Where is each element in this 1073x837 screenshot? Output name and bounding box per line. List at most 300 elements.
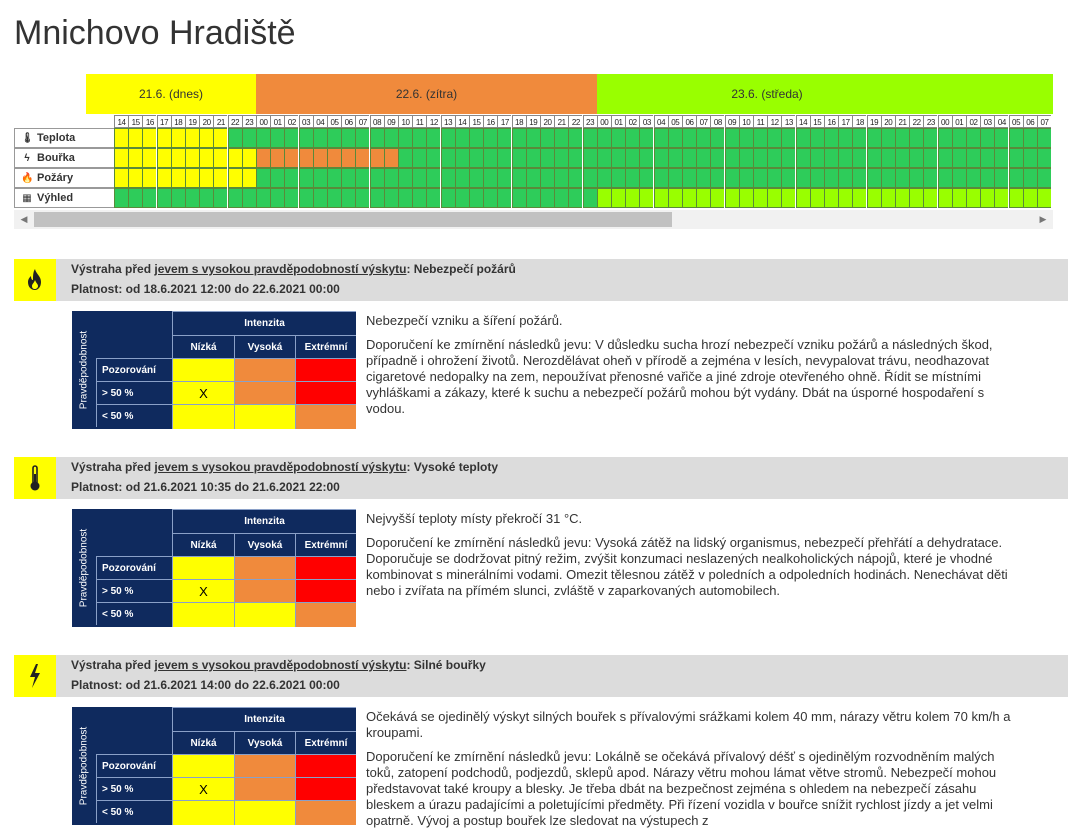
timeline-cell[interactable]: [980, 188, 994, 208]
timeline-cell[interactable]: [412, 148, 426, 168]
timeline-cell[interactable]: [597, 128, 611, 148]
timeline-cell[interactable]: [327, 168, 341, 188]
timeline-cell[interactable]: [426, 168, 440, 188]
timeline-cell[interactable]: [526, 128, 540, 148]
hour-label: 04: [313, 115, 327, 128]
timeline-cell[interactable]: [767, 168, 781, 188]
timeline-cell[interactable]: [1023, 188, 1037, 208]
timeline-cell[interactable]: [199, 148, 213, 168]
timeline-cell[interactable]: [867, 148, 881, 168]
timeline-cell[interactable]: [341, 188, 355, 208]
timeline-cell[interactable]: [568, 148, 582, 168]
day-header-tomorrow[interactable]: 22.6. (zítra): [256, 74, 597, 114]
timeline-cell[interactable]: [753, 188, 767, 208]
timeline-cell[interactable]: [370, 148, 384, 168]
timeline-cell[interactable]: [753, 168, 767, 188]
timeline-cell[interactable]: [682, 128, 696, 148]
timeline-cell[interactable]: [810, 128, 824, 148]
timeline-cell[interactable]: [540, 148, 554, 168]
timeline-cell[interactable]: [980, 148, 994, 168]
timeline-cell[interactable]: [270, 188, 284, 208]
timeline-cell[interactable]: [256, 188, 270, 208]
timeline-cell[interactable]: [994, 148, 1008, 168]
row-label[interactable]: [14, 128, 114, 148]
hour-label: 21: [213, 115, 227, 128]
timeline-cell[interactable]: [455, 128, 469, 148]
timeline-cell[interactable]: [909, 148, 923, 168]
timeline-cell[interactable]: [867, 128, 881, 148]
timeline-cell[interactable]: [370, 168, 384, 188]
timeline-cell[interactable]: [881, 148, 895, 168]
timeline-cell[interactable]: [952, 128, 966, 148]
timeline-cell[interactable]: [923, 148, 937, 168]
timeline-cell[interactable]: [1009, 188, 1023, 208]
timeline-cell[interactable]: [639, 148, 653, 168]
timeline-cell[interactable]: [781, 188, 795, 208]
timeline-cell[interactable]: [554, 148, 568, 168]
timeline-cell[interactable]: [867, 188, 881, 208]
warning-type-link[interactable]: jevem s vysokou pravděpodobností výskytu: [154, 460, 407, 474]
timeline-cell[interactable]: [611, 148, 625, 168]
timeline-cell[interactable]: [469, 128, 483, 148]
timeline-cell[interactable]: [824, 168, 838, 188]
timeline-cell[interactable]: [739, 188, 753, 208]
timeline-cell[interactable]: [426, 128, 440, 148]
timeline-cell[interactable]: [284, 128, 298, 148]
timeline-cell[interactable]: [526, 148, 540, 168]
timeline-cell[interactable]: [157, 168, 171, 188]
timeline-cell[interactable]: [313, 128, 327, 148]
timeline-cell[interactable]: [568, 188, 582, 208]
timeline-cell[interactable]: [313, 188, 327, 208]
timeline-cell[interactable]: [966, 168, 980, 188]
matrix-cell: [295, 800, 356, 825]
timeline-cell[interactable]: [838, 188, 852, 208]
timeline-cell[interactable]: [128, 128, 142, 148]
timeline-cell[interactable]: [1037, 168, 1051, 188]
timeline-cell[interactable]: [497, 168, 511, 188]
timeline-cell[interactable]: [412, 188, 426, 208]
timeline-cell[interactable]: [1009, 128, 1023, 148]
timeline-cell[interactable]: [952, 168, 966, 188]
timeline-cell[interactable]: [994, 188, 1008, 208]
timeline-cell[interactable]: [497, 148, 511, 168]
timeline-cell[interactable]: [966, 148, 980, 168]
hour-label: 01: [952, 115, 966, 128]
hour-label: 23: [583, 115, 597, 128]
timeline-cell[interactable]: [114, 148, 128, 168]
timeline-cell[interactable]: [625, 168, 639, 188]
timeline-cell[interactable]: [341, 148, 355, 168]
timeline-cell[interactable]: [568, 128, 582, 148]
timeline-cell[interactable]: [242, 188, 256, 208]
timeline-cell[interactable]: [512, 188, 526, 208]
timeline-cell[interactable]: [725, 128, 739, 148]
timeline-cell[interactable]: [426, 148, 440, 168]
timeline-cell[interactable]: [213, 128, 227, 148]
timeline-cell[interactable]: [483, 168, 497, 188]
timeline-cell[interactable]: [313, 168, 327, 188]
timeline-cell[interactable]: [980, 168, 994, 188]
row-label[interactable]: [14, 188, 114, 208]
matrix-cell: [295, 754, 356, 777]
timeline-cell[interactable]: [696, 148, 710, 168]
timeline-cell[interactable]: [327, 188, 341, 208]
timeline-cell[interactable]: [838, 128, 852, 148]
timeline-cell[interactable]: [355, 188, 369, 208]
timeline-cell[interactable]: [597, 188, 611, 208]
timeline-cell[interactable]: [157, 148, 171, 168]
timeline-cell[interactable]: [398, 188, 412, 208]
timeline-cell[interactable]: [796, 188, 810, 208]
timeline-cell[interactable]: [142, 188, 156, 208]
timeline-cell[interactable]: [838, 168, 852, 188]
timeline-cell[interactable]: [441, 188, 455, 208]
timeline-cell[interactable]: [824, 128, 838, 148]
timeline-cell[interactable]: [611, 128, 625, 148]
timeline-cell[interactable]: [412, 168, 426, 188]
timeline-cell[interactable]: [909, 188, 923, 208]
timeline-cell[interactable]: [284, 188, 298, 208]
timeline-cell[interactable]: [242, 128, 256, 148]
timeline-cell[interactable]: [341, 128, 355, 148]
timeline-cell[interactable]: [157, 188, 171, 208]
timeline-cell[interactable]: [753, 148, 767, 168]
timeline-cell[interactable]: [668, 168, 682, 188]
timeline-cell[interactable]: [909, 128, 923, 148]
timeline-cell[interactable]: [270, 128, 284, 148]
timeline-cell[interactable]: [455, 168, 469, 188]
timeline-cell[interactable]: [824, 148, 838, 168]
timeline-cell[interactable]: [142, 128, 156, 148]
timeline-cell[interactable]: [895, 168, 909, 188]
timeline-cell[interactable]: [597, 148, 611, 168]
timeline-cell[interactable]: [654, 148, 668, 168]
timeline-cell[interactable]: [1009, 168, 1023, 188]
timeline-cell[interactable]: [952, 188, 966, 208]
timeline-cell[interactable]: [398, 128, 412, 148]
timeline-cell[interactable]: [938, 148, 952, 168]
hour-label: 03: [980, 115, 994, 128]
timeline-cell[interactable]: [668, 148, 682, 168]
timeline-cell[interactable]: [938, 168, 952, 188]
timeline-cell[interactable]: [256, 168, 270, 188]
timeline-cell[interactable]: [1037, 148, 1051, 168]
timeline-cell[interactable]: [512, 148, 526, 168]
scroll-right-icon[interactable]: ▶: [1039, 214, 1047, 224]
timeline-cell[interactable]: [923, 188, 937, 208]
timeline-cell[interactable]: [185, 128, 199, 148]
timeline-cell[interactable]: [895, 188, 909, 208]
timeline-cell[interactable]: [952, 148, 966, 168]
timeline-cell[interactable]: [441, 148, 455, 168]
timeline-cell[interactable]: [867, 168, 881, 188]
timeline-cell[interactable]: [171, 148, 185, 168]
timeline-cell[interactable]: [512, 168, 526, 188]
timeline-cell[interactable]: [370, 128, 384, 148]
timeline-cell[interactable]: [199, 128, 213, 148]
timeline-cell[interactable]: [228, 148, 242, 168]
matrix-cell: [172, 556, 234, 579]
timeline-cell[interactable]: [412, 128, 426, 148]
timeline-cell[interactable]: [199, 188, 213, 208]
timeline-cell[interactable]: [483, 188, 497, 208]
timeline-cell[interactable]: [185, 188, 199, 208]
timeline-cell[interactable]: [455, 188, 469, 208]
timeline-cell[interactable]: [696, 168, 710, 188]
timeline-cell[interactable]: [639, 128, 653, 148]
timeline-cell[interactable]: [426, 188, 440, 208]
timeline-cell[interactable]: [611, 188, 625, 208]
timeline-cell[interactable]: [256, 148, 270, 168]
timeline-cell[interactable]: [384, 148, 398, 168]
timeline-cell[interactable]: [810, 188, 824, 208]
timeline-cell[interactable]: [341, 168, 355, 188]
probability-label: Pravděpodobnost: [78, 726, 90, 806]
timeline-cell[interactable]: [242, 148, 256, 168]
timeline-cell[interactable]: [441, 168, 455, 188]
timeline-cell[interactable]: [299, 168, 313, 188]
timeline-cell[interactable]: [142, 148, 156, 168]
timeline-cell[interactable]: [199, 168, 213, 188]
timeline-cell[interactable]: [753, 128, 767, 148]
timeline-cell[interactable]: [1023, 168, 1037, 188]
timeline-cell[interactable]: [639, 168, 653, 188]
timeline-cell[interactable]: [512, 128, 526, 148]
matrix-cell: [295, 777, 356, 800]
timeline-cell[interactable]: [299, 128, 313, 148]
timeline-cell[interactable]: [923, 128, 937, 148]
timeline-scrollbar[interactable]: [14, 210, 1053, 229]
timeline-cell[interactable]: [469, 188, 483, 208]
timeline-cell[interactable]: [739, 128, 753, 148]
timeline-cell[interactable]: [299, 148, 313, 168]
timeline-cell[interactable]: [668, 188, 682, 208]
timeline-cell[interactable]: [739, 168, 753, 188]
timeline-cell[interactable]: [881, 128, 895, 148]
timeline-cell[interactable]: [583, 188, 597, 208]
timeline-cell[interactable]: [710, 128, 724, 148]
timeline-cell[interactable]: [696, 188, 710, 208]
matrix-cell: [172, 381, 234, 404]
timeline-cell[interactable]: [682, 148, 696, 168]
timeline-cell[interactable]: [852, 148, 866, 168]
timeline-cell[interactable]: [739, 148, 753, 168]
lightning-icon: ϟ: [24, 153, 30, 164]
timeline-cell[interactable]: [213, 148, 227, 168]
timeline-cell[interactable]: [284, 148, 298, 168]
row-label[interactable]: [14, 148, 114, 168]
row-label[interactable]: [14, 168, 114, 188]
timeline-cell[interactable]: [114, 128, 128, 148]
timeline-cell[interactable]: [441, 128, 455, 148]
timeline-cell[interactable]: [228, 128, 242, 148]
timeline-cell[interactable]: [895, 128, 909, 148]
hour-label: 21: [895, 115, 909, 128]
timeline-cell[interactable]: [583, 168, 597, 188]
timeline-cell[interactable]: [114, 188, 128, 208]
timeline-cell[interactable]: [781, 148, 795, 168]
timeline-cell[interactable]: [781, 168, 795, 188]
timeline-cell[interactable]: [540, 168, 554, 188]
timeline-cell[interactable]: [327, 148, 341, 168]
timeline-cell[interactable]: [611, 168, 625, 188]
day-header-wednesday[interactable]: 23.6. (středa): [597, 74, 937, 114]
day-header-today[interactable]: 21.6. (dnes): [86, 74, 256, 114]
timeline-cell[interactable]: [142, 168, 156, 188]
timeline-cell[interactable]: [270, 148, 284, 168]
timeline-cell[interactable]: [384, 168, 398, 188]
timeline-cell[interactable]: [299, 188, 313, 208]
timeline-cell[interactable]: [384, 188, 398, 208]
timeline-cell[interactable]: [497, 188, 511, 208]
timeline-cell[interactable]: [625, 148, 639, 168]
timeline-cell[interactable]: [980, 128, 994, 148]
timeline-cell[interactable]: [483, 148, 497, 168]
timeline-cell[interactable]: [554, 168, 568, 188]
timeline-cell[interactable]: [469, 168, 483, 188]
scroll-thumb[interactable]: [34, 212, 672, 227]
warning-type-link[interactable]: jevem s vysokou pravděpodobností výskytu: [154, 262, 407, 276]
timeline-cell[interactable]: [1009, 148, 1023, 168]
timeline-cell[interactable]: [909, 168, 923, 188]
timeline-cell[interactable]: [284, 168, 298, 188]
timeline-cell[interactable]: [114, 168, 128, 188]
hour-label: 05: [327, 115, 341, 128]
timeline-cell[interactable]: [725, 188, 739, 208]
timeline-cell[interactable]: [583, 128, 597, 148]
timeline-cell[interactable]: [469, 148, 483, 168]
timeline-cell[interactable]: [654, 188, 668, 208]
timeline-cell[interactable]: [228, 168, 242, 188]
timeline-cell[interactable]: [270, 168, 284, 188]
timeline-cell[interactable]: [568, 168, 582, 188]
timeline-cell[interactable]: [1023, 128, 1037, 148]
timeline-cell[interactable]: [810, 168, 824, 188]
timeline-cell[interactable]: [725, 168, 739, 188]
timeline-cell[interactable]: [881, 188, 895, 208]
timeline-cell[interactable]: [938, 128, 952, 148]
warning-type-link[interactable]: jevem s vysokou pravděpodobností výskytu: [154, 658, 407, 672]
timeline-cell[interactable]: [1037, 188, 1051, 208]
timeline-cell[interactable]: [398, 168, 412, 188]
timeline-cell[interactable]: [355, 148, 369, 168]
timeline-cell[interactable]: [483, 128, 497, 148]
timeline-cell[interactable]: [185, 148, 199, 168]
timeline-cell[interactable]: [852, 128, 866, 148]
timeline-cell[interactable]: [128, 148, 142, 168]
timeline-cell[interactable]: [994, 128, 1008, 148]
timeline-cell[interactable]: [966, 128, 980, 148]
timeline-cell[interactable]: [128, 188, 142, 208]
timeline-cell[interactable]: [157, 128, 171, 148]
hour-label: 15: [810, 115, 824, 128]
timeline-cell[interactable]: [838, 148, 852, 168]
scroll-left-icon[interactable]: ◀: [20, 214, 28, 224]
timeline-cell[interactable]: [313, 148, 327, 168]
timeline-cell[interactable]: [355, 168, 369, 188]
timeline-cell[interactable]: [796, 128, 810, 148]
timeline-cell[interactable]: [540, 128, 554, 148]
timeline-cell[interactable]: [781, 128, 795, 148]
timeline-cell[interactable]: [767, 128, 781, 148]
timeline-cell[interactable]: [213, 168, 227, 188]
matrix-mark: X: [199, 583, 208, 599]
timeline-cell[interactable]: [242, 168, 256, 188]
timeline-cell[interactable]: [923, 168, 937, 188]
timeline-cell[interactable]: [1023, 148, 1037, 168]
timeline-cell[interactable]: [540, 188, 554, 208]
timeline-cell[interactable]: [384, 128, 398, 148]
timeline-cell[interactable]: [824, 188, 838, 208]
timeline-cell[interactable]: [171, 168, 185, 188]
timeline-cell[interactable]: [370, 188, 384, 208]
timeline-cell[interactable]: [171, 188, 185, 208]
timeline-cell[interactable]: [881, 168, 895, 188]
timeline-cell[interactable]: [710, 148, 724, 168]
timeline-cell[interactable]: [625, 128, 639, 148]
timeline-cell[interactable]: [256, 128, 270, 148]
timeline-cell[interactable]: [654, 128, 668, 148]
timeline-cell[interactable]: [526, 188, 540, 208]
timeline-cell[interactable]: [1037, 128, 1051, 148]
timeline-cell[interactable]: [398, 148, 412, 168]
timeline-cell[interactable]: [810, 148, 824, 168]
timeline-cell[interactable]: [639, 188, 653, 208]
timeline-cell[interactable]: [654, 168, 668, 188]
timeline-cell[interactable]: [895, 148, 909, 168]
timeline-cell[interactable]: [852, 188, 866, 208]
warning-title-prefix: Výstraha před: [71, 262, 155, 276]
timeline-cell[interactable]: [497, 128, 511, 148]
day-header-thursday[interactable]: [937, 74, 1053, 114]
timeline-cell[interactable]: [668, 128, 682, 148]
timeline-cell[interactable]: [966, 188, 980, 208]
timeline-cell[interactable]: [767, 148, 781, 168]
timeline-cell[interactable]: [994, 168, 1008, 188]
timeline-cell[interactable]: [852, 168, 866, 188]
timeline-cell[interactable]: [355, 128, 369, 148]
timeline-cell[interactable]: [696, 128, 710, 148]
timeline-cell[interactable]: [171, 128, 185, 148]
intensity-col-header: Vysoká: [234, 533, 295, 556]
warning-summary: Nebezpečí vzniku a šíření požárů.: [366, 313, 563, 328]
hour-label: 17: [157, 115, 171, 128]
timeline-cell[interactable]: [597, 168, 611, 188]
hour-label: 06: [341, 115, 355, 128]
timeline-cell[interactable]: [710, 168, 724, 188]
timeline-cell[interactable]: [796, 148, 810, 168]
timeline-cell[interactable]: [625, 188, 639, 208]
timeline-cell[interactable]: [213, 188, 227, 208]
timeline-cell[interactable]: [228, 188, 242, 208]
timeline-cell[interactable]: [455, 148, 469, 168]
timeline-cell[interactable]: [185, 168, 199, 188]
timeline-cell[interactable]: [796, 168, 810, 188]
timeline-cell[interactable]: [128, 168, 142, 188]
timeline-cell[interactable]: [526, 168, 540, 188]
timeline-cell[interactable]: [682, 168, 696, 188]
timeline-cell[interactable]: [725, 148, 739, 168]
timeline-cell[interactable]: [767, 188, 781, 208]
timeline-cell[interactable]: [583, 148, 597, 168]
timeline-cell[interactable]: [682, 188, 696, 208]
timeline-cell[interactable]: [554, 188, 568, 208]
timeline-cell[interactable]: [938, 188, 952, 208]
timeline-cell[interactable]: [554, 128, 568, 148]
timeline-cell[interactable]: [710, 188, 724, 208]
timeline-cell[interactable]: [327, 128, 341, 148]
